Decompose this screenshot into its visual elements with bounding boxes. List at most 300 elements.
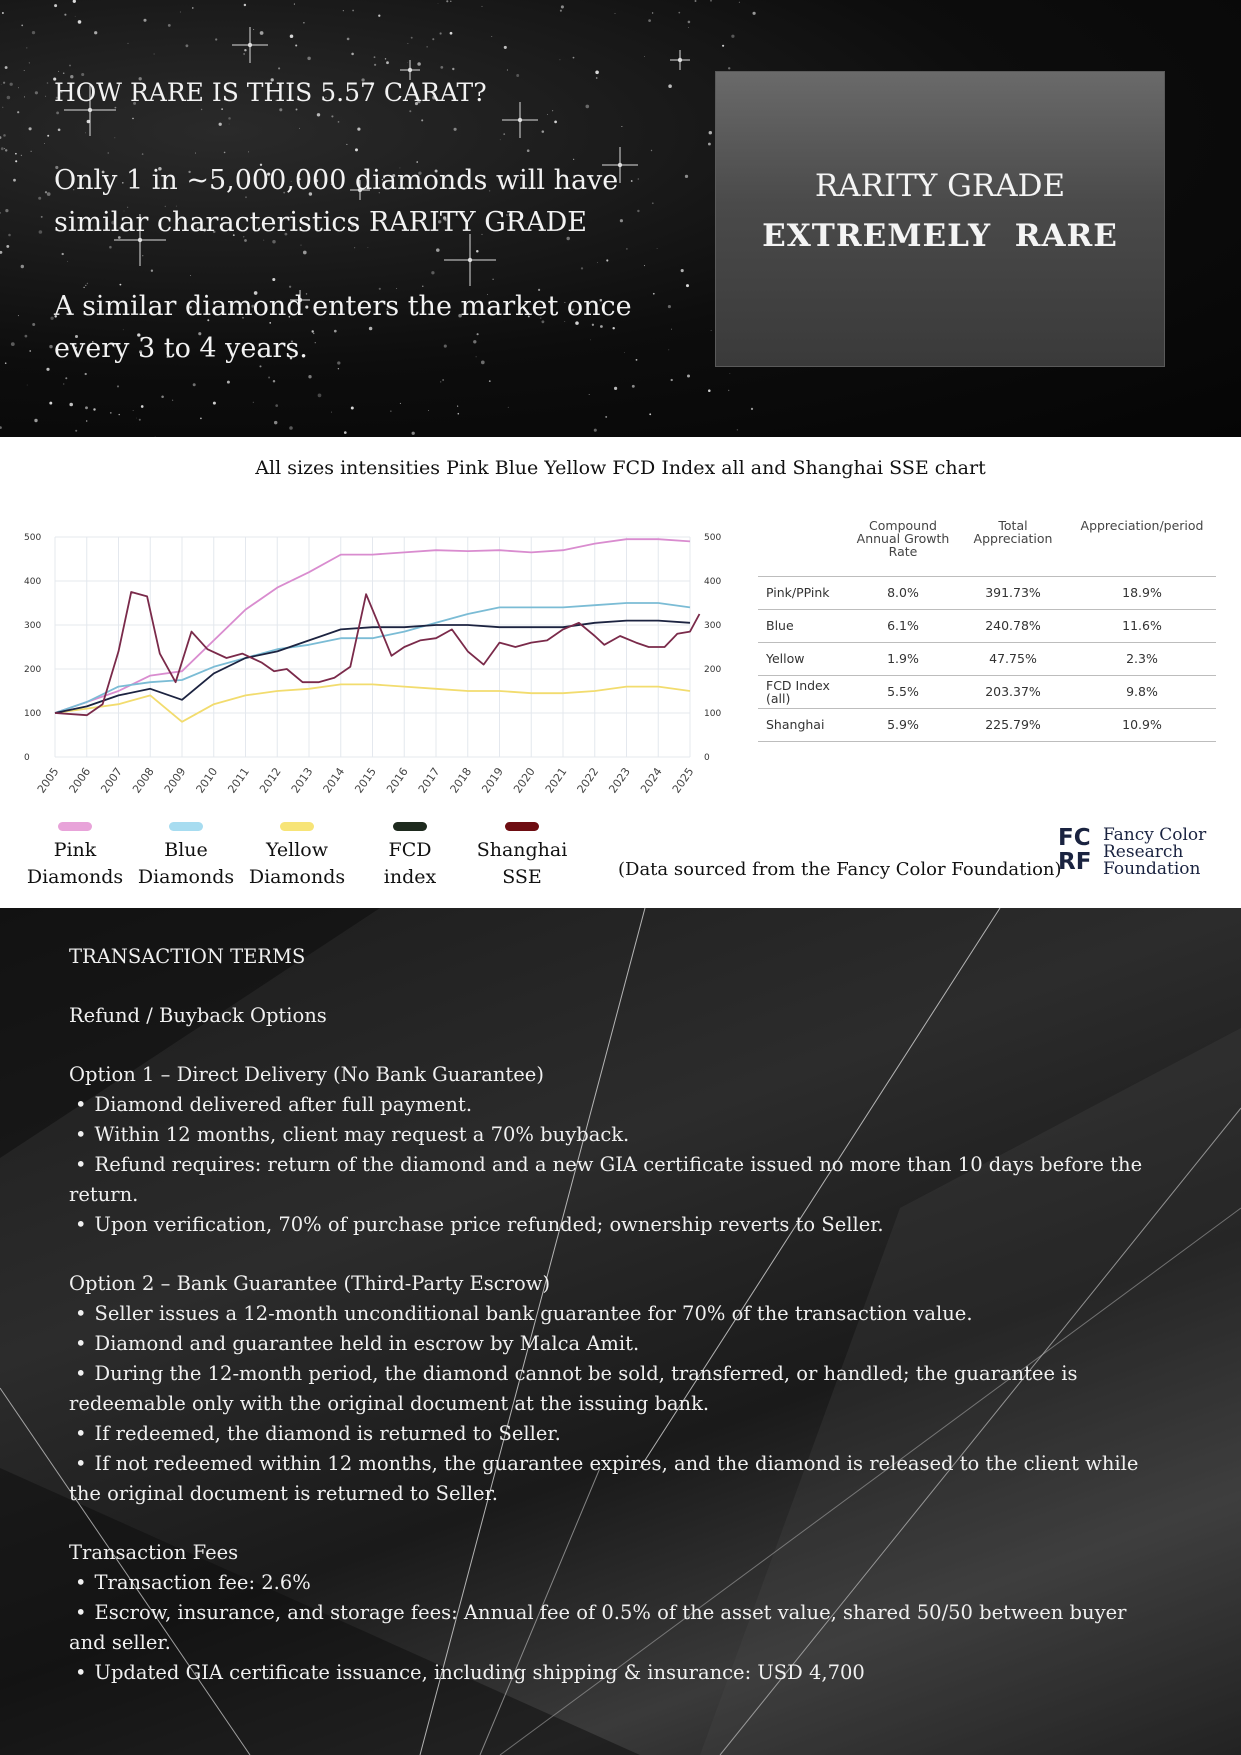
sparkle-dot: [407, 43, 408, 44]
fcrf-logo: [1058, 826, 1218, 882]
sparkle-dot: [128, 43, 129, 44]
sparkle-dot: [452, 68, 454, 70]
sparkle-dot: [94, 31, 97, 34]
legend-label-line-2: Diamonds: [26, 866, 124, 888]
sparkle-dot: [24, 70, 25, 71]
sparkle-dot: [29, 62, 30, 63]
sparkle-dot: [476, 250, 479, 253]
sparkle-dot: [594, 429, 597, 432]
sparkle-dot: [644, 56, 645, 57]
sparkle-dot: [303, 251, 307, 255]
sparkle-dot: [3, 134, 6, 137]
sparkle-dot: [142, 255, 143, 256]
sparkle-dot: [192, 7, 193, 8]
sparkle-dot: [547, 114, 548, 115]
sparkle-dot: [45, 191, 47, 193]
sparkle-dot: [272, 278, 275, 281]
y-tick-label-left: 100: [24, 709, 42, 719]
sparkle-dot: [739, 2, 740, 3]
sparkle-dot: [5, 209, 8, 212]
sparkle-dot: [143, 19, 146, 22]
y-tick-label-left: 200: [24, 665, 42, 675]
sparkle-dot: [338, 121, 340, 123]
sparkle-dot: [78, 20, 82, 24]
sparkle-dot: [711, 330, 712, 331]
sparkle-dot: [227, 381, 230, 384]
sparkle-dot: [290, 34, 294, 38]
table-cell-cagr: 5.5%: [848, 675, 958, 708]
rarity-question: HOW RARE IS THIS 5.57 CARAT?: [54, 78, 487, 107]
sparkle-dot: [503, 133, 505, 135]
sparkle-dot: [652, 12, 653, 13]
sparkle-dot: [86, 420, 87, 421]
table-cell-total: 203.37%: [958, 675, 1068, 708]
table-cell-name: FCD Index (all): [758, 675, 848, 708]
sparkle-dot: [21, 155, 22, 156]
sparkle-dot: [561, 5, 564, 8]
x-tick-label: 2012: [256, 765, 284, 796]
sparkle-dot: [347, 38, 350, 41]
table-row: [758, 609, 1216, 642]
sparkle-dot: [161, 395, 164, 398]
table-cell-name: Shanghai: [758, 708, 848, 741]
logo-line-2: Research: [1103, 842, 1184, 862]
sparkle-dot: [527, 149, 530, 152]
chart-title: All sizes intensities Pink Blue Yellow FCD Index all and Shanghai SSE chart: [255, 457, 986, 479]
x-tick-label: 2008: [129, 765, 157, 796]
sparkle-dot: [343, 10, 344, 11]
sparkle-dot: [688, 27, 689, 28]
sparkle-dot: [49, 402, 52, 405]
y-tick-label-right: 200: [704, 665, 722, 675]
option-2-title: Option 2 – Bank Guarantee (Third-Party Escrow): [69, 1272, 551, 1295]
sparkle-dot: [18, 87, 19, 88]
sparkle-dot: [737, 429, 738, 430]
sparkle-dot: [24, 96, 25, 97]
table-cell-period: 11.6%: [1068, 609, 1216, 642]
option-1-bullet: • Diamond delivered after full payment.: [69, 1090, 1169, 1120]
sparkle-dot: [606, 259, 608, 261]
sparkle-dot: [605, 416, 607, 418]
x-tick-label: 2016: [383, 765, 411, 796]
sparkle-dot: [47, 82, 49, 84]
sparkle-dot: [54, 4, 57, 7]
sparkle-dot: [581, 267, 583, 269]
market-frequency-statement: [54, 286, 632, 370]
market-frequency-line-2: every 3 to 4 years.: [54, 333, 308, 364]
sparkle-dot: [440, 66, 443, 69]
sparkle-dot: [32, 31, 35, 34]
sparkle-dot: [390, 411, 391, 412]
sparkle-dot: [648, 19, 651, 22]
appreciation-table: [758, 519, 1216, 742]
sparkle-dot: [374, 64, 376, 66]
table-row: [758, 675, 1216, 708]
sparkle-dot: [318, 394, 322, 398]
sparkle-dot: [554, 121, 557, 124]
sparkle-dot: [438, 3, 439, 4]
sparkle-dot: [11, 342, 15, 346]
transaction-terms-section: [0, 908, 1241, 1755]
y-tick-label-left: 0: [24, 753, 30, 763]
sparkle-dot: [681, 269, 684, 272]
table-cell-total: 391.73%: [958, 576, 1068, 609]
sparkle-dot: [15, 160, 17, 162]
sparkle-dot: [500, 139, 501, 140]
option-1-title: Option 1 – Direct Delivery (No Bank Guarantee): [69, 1063, 544, 1086]
sparkle-dot: [18, 315, 19, 316]
sparkle-dot: [5, 362, 7, 364]
sparkle-dot: [29, 127, 32, 130]
legend-label-line-1: Blue: [164, 839, 208, 861]
sparkle-dot: [407, 62, 408, 63]
sparkle-dot: [687, 375, 690, 378]
sparkle-dot: [728, 390, 729, 391]
sparkle-dot: [412, 432, 415, 435]
sparkle-dot: [65, 377, 67, 379]
sparkle-dot: [46, 368, 49, 371]
x-tick-label: 2022: [574, 765, 602, 796]
sparkle-dot: [32, 323, 35, 326]
rarity-grade-value: EXTREMELY RARE: [762, 218, 1118, 254]
option-1-bullet: • Within 12 months, client may request a 70% buyback.: [69, 1120, 1169, 1150]
table-cell-total: 240.78%: [958, 609, 1068, 642]
logo-line-3: Foundation: [1103, 859, 1201, 879]
sparkle-dot: [1, 147, 4, 150]
sparkle-dot: [117, 385, 119, 387]
sparkle-dot: [201, 109, 202, 110]
sparkle-dot: [2, 12, 4, 14]
sparkle-dot: [730, 373, 731, 374]
sparkle-dot: [244, 49, 246, 51]
sparkle-dot: [614, 387, 617, 390]
legend-item: [131, 822, 241, 891]
sparkle-dot: [0, 212, 1, 214]
sparkle-dot: [668, 349, 669, 350]
table-cell-total: 47.75%: [958, 642, 1068, 675]
sparkle-dot: [671, 379, 673, 381]
sparkle-dot: [411, 37, 413, 39]
table-cell-name: Blue: [758, 609, 848, 642]
table-cell-period: 9.8%: [1068, 675, 1216, 708]
sparkle-dot: [671, 329, 672, 330]
sparkle-dot: [73, 0, 76, 3]
sparkle-dot: [508, 407, 509, 408]
x-tick-label: 2013: [288, 765, 316, 796]
y-tick-label-right: 100: [704, 709, 722, 719]
x-tick-label: 2010: [193, 765, 221, 796]
sparkle-dot: [8, 234, 11, 237]
table-cell-name: Yellow: [758, 642, 848, 675]
legend-swatch: [58, 822, 92, 831]
sparkle-dot: [386, 61, 389, 64]
sparkle-dot: [427, 46, 428, 47]
table-row: [758, 708, 1216, 741]
x-tick-label: 2015: [352, 765, 379, 796]
sparkle-dot: [93, 408, 95, 410]
sparkle-dot: [440, 32, 442, 34]
sparkle-dot: [688, 21, 691, 24]
legend-label-line-1: Yellow: [266, 839, 328, 861]
sparkle-dot: [317, 113, 320, 116]
sparkle-dot: [457, 406, 458, 407]
sparkle-dot: [38, 197, 41, 200]
sparkle-dot: [87, 283, 88, 284]
sparkle-dot: [260, 31, 264, 35]
sparkle-dot: [200, 418, 202, 420]
sparkle-dot: [27, 385, 28, 386]
sparkle-dot: [708, 143, 711, 146]
x-tick-label: 2020: [510, 765, 538, 796]
option-2-bullet: • Seller issues a 12-month unconditional bank guarantee for 70% of the transaction value.: [69, 1299, 1169, 1329]
x-tick-label: 2023: [606, 765, 633, 796]
rarity-statement-line-1: Only 1 in ~5,000,000 diamonds will have: [54, 165, 619, 196]
sparkle-dot: [221, 108, 223, 110]
legend-item: [355, 822, 465, 891]
sparkle-dot: [504, 46, 507, 49]
sparkle-dot: [585, 105, 589, 109]
sparkle-dot: [215, 38, 217, 40]
sparkle-dot: [653, 293, 655, 295]
sparkle-dot: [651, 150, 652, 151]
sparkle-dot: [352, 10, 354, 12]
sparkle-dot: [351, 53, 354, 56]
sparkle-dot: [47, 135, 49, 137]
legend-swatch: [280, 822, 314, 831]
sparkle-dot: [626, 248, 628, 250]
sparkle-dot: [0, 426, 2, 429]
table-cell-name: Pink/PPink: [758, 576, 848, 609]
x-tick-label: 2019: [479, 765, 506, 796]
sparkle-dot: [7, 96, 11, 100]
sparkle-dot: [542, 130, 545, 133]
option-2-bullet: • If not redeemed within 12 months, the guarantee expires, and the diamond is released to the client while the original document is returned to Seller.: [69, 1449, 1169, 1509]
legend-label-line-1: Pink: [53, 839, 97, 861]
sparkle-dot: [81, 73, 84, 76]
option-2-bullet: • If redeemed, the diamond is returned to Seller.: [69, 1419, 1169, 1449]
legend-swatch: [393, 822, 427, 831]
x-tick-label: 2005: [34, 765, 62, 796]
sparkle-dot: [331, 412, 332, 413]
sparkle-star: [400, 60, 420, 80]
sparkle-dot: [296, 109, 298, 111]
terms-subtitle: Refund / Buyback Options: [69, 1004, 327, 1027]
legend-label-line-2: index: [383, 866, 437, 888]
sparkle-dot: [368, 247, 369, 248]
x-tick-label: 2024: [637, 765, 665, 796]
x-tick-label: 2018: [447, 765, 475, 796]
sparkle-star: [670, 50, 690, 70]
table-header-total: Total Appreciation: [973, 518, 1053, 546]
sparkle-dot: [114, 137, 115, 138]
rarity-grade-box: [715, 71, 1165, 367]
sparkle-dot: [133, 410, 134, 411]
sparkle-dot: [492, 279, 493, 280]
fees-title: Transaction Fees: [69, 1541, 239, 1564]
sparkle-dot: [275, 404, 278, 407]
fcrf-logo-wordmark: [1103, 827, 1206, 878]
legend-label-line-2: SSE: [502, 866, 542, 888]
y-tick-label-right: 300: [704, 621, 722, 631]
table-cell-cagr: 5.9%: [848, 708, 958, 741]
sparkle-dot: [180, 12, 181, 13]
option-1-bullet: • Refund requires: return of the diamond and a new GIA certificate issued no more than 10 days before the return.: [69, 1150, 1169, 1210]
y-tick-label-left: 300: [24, 621, 42, 631]
sparkle-dot: [355, 148, 358, 151]
sparkle-dot: [168, 24, 171, 27]
sparkle-dot: [357, 128, 360, 131]
sparkle-dot: [621, 126, 622, 127]
x-tick-label: 2006: [66, 765, 94, 796]
table-cell-cagr: 6.1%: [848, 609, 958, 642]
x-tick-label: 2021: [542, 765, 570, 796]
sparkle-dot: [4, 148, 5, 149]
sparkle-dot: [516, 74, 519, 77]
sparkle-dot: [85, 133, 86, 134]
sparkle-dot: [507, 69, 508, 70]
sparkle-dot: [110, 412, 112, 414]
sparkle-dot: [573, 57, 575, 59]
sparkle-dot: [69, 403, 73, 407]
sparkle-star: [502, 102, 538, 138]
table-header-row: [758, 519, 1216, 576]
sparkle-dot: [85, 373, 87, 375]
sparkle-dot: [108, 152, 109, 153]
sparkle-dot: [351, 407, 354, 410]
sparkle-dot: [29, 350, 31, 352]
sparkle-dot: [62, 253, 64, 255]
sparkle-dot: [35, 91, 38, 94]
sparkle-dot: [85, 406, 88, 409]
sparkle-dot: [731, 35, 734, 38]
sparkle-dot: [213, 402, 216, 405]
sparkle-dot: [308, 375, 311, 378]
sparkle-dot: [21, 265, 24, 268]
sparkle-dot: [299, 128, 300, 129]
table-cell-cagr: 8.0%: [848, 576, 958, 609]
x-tick-label: 2009: [161, 765, 189, 796]
sparkle-dot: [637, 210, 639, 212]
sparkle-dot: [69, 65, 71, 67]
sparkle-dot: [491, 36, 492, 37]
terms-title: TRANSACTION TERMS: [69, 945, 306, 968]
sparkle-dot: [0, 251, 2, 254]
sparkle-dot: [458, 413, 460, 415]
sparkle-dot: [26, 47, 27, 48]
table-header-name: [758, 519, 848, 576]
x-tick-label: 2025: [669, 765, 697, 796]
sparkle-dot: [229, 124, 230, 125]
sparkle-dot: [710, 0, 712, 2]
sparkle-dot: [695, 0, 697, 2]
sparkle-dot: [559, 59, 560, 60]
sparkle-dot: [596, 77, 598, 79]
sparkle-dot: [253, 402, 254, 403]
sparkle-dot: [489, 380, 491, 382]
legend-label-line-1: Shanghai: [476, 839, 568, 861]
sparkle-dot: [481, 6, 482, 7]
sparkle-dot: [142, 153, 144, 155]
hero-banner: [0, 0, 1241, 437]
sparkle-dot: [278, 67, 280, 69]
sparkle-dot: [295, 44, 297, 46]
sparkle-dot: [243, 53, 244, 54]
sparkle-dot: [652, 202, 654, 204]
sparkle-dot: [1, 84, 2, 85]
rarity-statement: [54, 160, 618, 244]
y-tick-label-right: 0: [704, 753, 710, 763]
legend-item: [242, 822, 352, 891]
sparkle-dot: [400, 403, 401, 404]
option-2-bullet: • During the 12-month period, the diamond cannot be sold, transferred, or handled; the guarantee is redeemable only with the original document at the issuing bank.: [69, 1359, 1169, 1419]
sparkle-dot: [186, 44, 189, 47]
sparkle-dot: [2, 107, 3, 108]
sparkle-dot: [436, 248, 440, 252]
sparkle-dot: [172, 400, 173, 401]
table-cell-period: 18.9%: [1068, 576, 1216, 609]
sparkle-dot: [224, 152, 226, 154]
sparkle-dot: [753, 12, 756, 15]
sparkle-dot: [139, 419, 141, 421]
market-frequency-line-1: A similar diamond enters the market once: [54, 291, 632, 322]
sparkle-dot: [374, 56, 376, 58]
sparkle-dot: [431, 271, 434, 274]
sparkle-dot: [440, 381, 441, 382]
sparkle-dot: [119, 414, 120, 415]
sparkle-dot: [268, 376, 270, 378]
sparkle-dot: [56, 112, 59, 115]
sparkle-dot: [75, 16, 76, 17]
sparkle-dot: [193, 383, 196, 386]
sparkle-dot: [346, 144, 347, 145]
table-cell-period: 10.9%: [1068, 708, 1216, 741]
sparkle-dot: [253, 29, 254, 30]
sparkle-dot: [41, 216, 43, 218]
sparkle-dot: [432, 38, 434, 40]
legend-label-line-2: Diamonds: [137, 866, 235, 888]
sparkle-dot: [39, 230, 43, 234]
sparkle-dot: [190, 275, 191, 276]
sparkle-dot: [421, 119, 423, 121]
sparkle-dot: [649, 413, 651, 415]
sparkle-dot: [301, 245, 302, 246]
sparkle-dot: [64, 14, 66, 16]
logo-mark-top: FC: [1058, 825, 1091, 851]
sparkle-dot: [644, 265, 645, 266]
table-cell-total: 225.79%: [958, 708, 1068, 741]
sparkle-dot: [657, 248, 658, 249]
sparkle-dot: [668, 84, 672, 88]
sparkle-dot: [3, 82, 5, 84]
sparkle-dot: [132, 118, 133, 119]
x-tick-label: 2007: [98, 765, 125, 796]
sparkle-dot: [450, 32, 453, 35]
sparkle-dot: [636, 359, 638, 361]
sparkle-dot: [631, 180, 633, 182]
sparkle-dot: [274, 421, 277, 424]
sparkle-dot: [331, 115, 333, 117]
sparkle-dot: [668, 305, 671, 308]
legend-swatch: [505, 822, 539, 831]
sparkle-dot: [45, 96, 46, 97]
logo-mark-bottom: RF: [1058, 849, 1092, 875]
sparkle-dot: [47, 192, 51, 196]
legend-item: [20, 822, 130, 891]
sparkle-dot: [722, 45, 724, 47]
table-header-cagr: Compound Annual Growth Rate: [856, 518, 950, 559]
sparkle-dot: [273, 380, 275, 382]
sparkle-dot: [58, 71, 59, 72]
